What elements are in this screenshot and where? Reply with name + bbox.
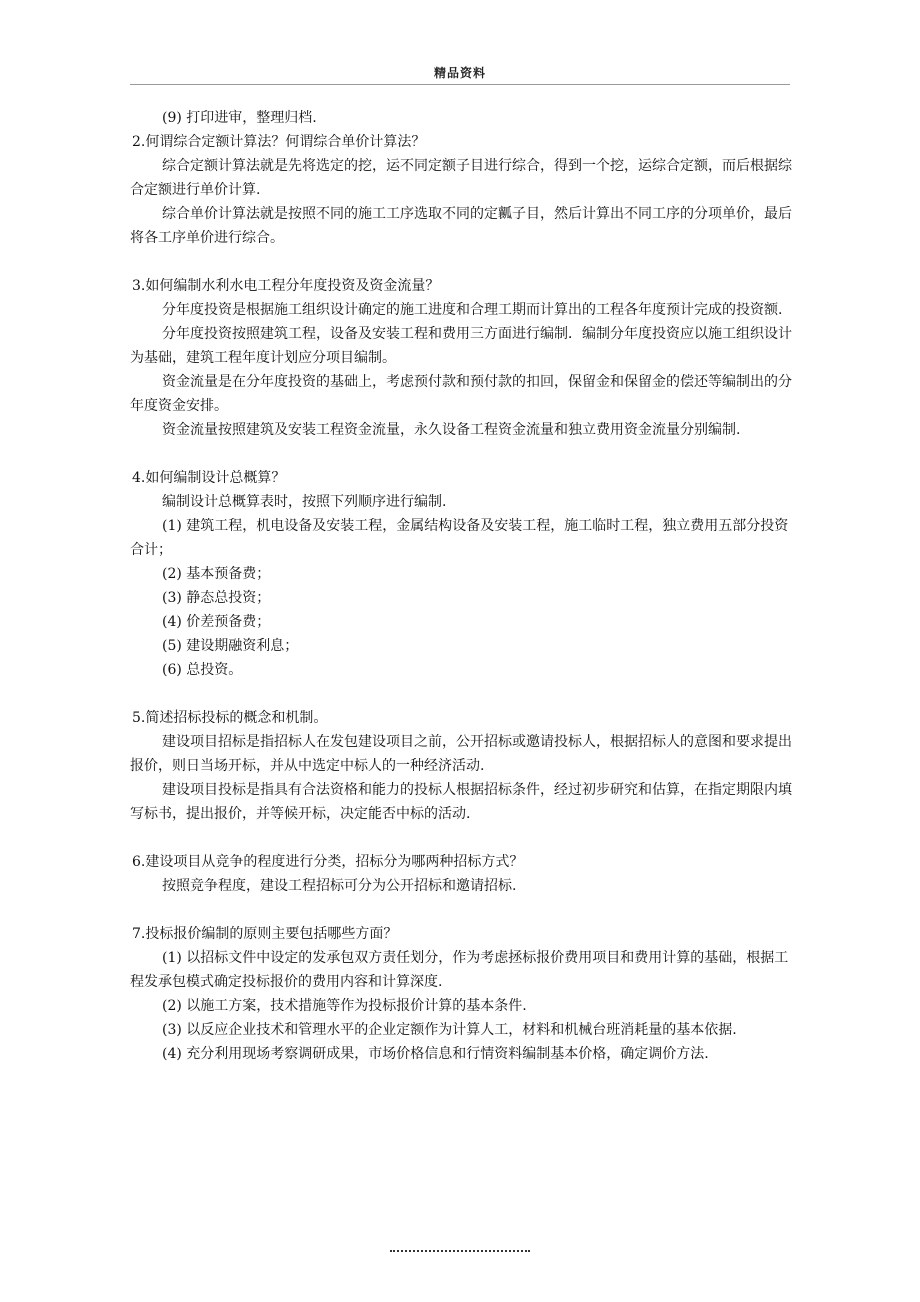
- paragraph-gap: [130, 826, 792, 850]
- paragraph: 编制设计总概算表时，按照下列顺序进行编制.: [162, 494, 447, 510]
- paragraph: 建设项目招标是指招标人在发包建设项目之前，公开招标或邀请投标人，根据招标人的意图和要求提出报价，则日当场开标，并从中选定中标人的一种经济活动.: [130, 734, 792, 774]
- paragraph: 综合定额计算法就是先将选定的挖，运不同定额子目进行综合，得到一个挖，运综合定额，而后根据综合定额进行单价计算.: [130, 158, 792, 198]
- paragraph: 按照竞争程度，建设工程招标可分为公开招标和邀请招标.: [162, 878, 517, 894]
- paragraph: 分年度投资是根据施工组织设计确定的施工进度和合理工期而计算出的工程各年度预计完成的投资额.: [162, 302, 783, 318]
- header-divider: [130, 84, 790, 85]
- page-header: 精品资料: [433, 66, 486, 80]
- list-item: (5) 建设期融资利息；: [162, 638, 299, 654]
- paragraph: 资金流量按照建筑及安装工程资金流量，永久设备工程资金流量和独立费用资金流量分别编制.: [162, 422, 741, 438]
- list-item: (3) 以反应企业技术和管理水平的企业定额作为计算人工，材料和机械台班消耗量的基本依据.: [162, 1022, 737, 1038]
- question-heading: 7.投标报价编制的原则主要包括哪些方面？: [132, 926, 398, 942]
- paragraph-gap: [130, 898, 792, 922]
- paragraph: (9) 打印进审，整理归档.: [162, 110, 317, 126]
- paragraph-gap: [130, 250, 792, 274]
- paragraph: 建设项目投标是指具有合法资格和能力的投标人根据招标条件，经过初步研究和估算，在指定期限内填写标书，提出报价，并等候开标，决定能否中标的活动.: [130, 782, 792, 822]
- list-item: (6) 总投资。: [162, 662, 243, 678]
- list-item: (4) 充分利用现场考察调研成果，市场价格信息和行情资料编制基本价格，确定调价方法.: [162, 1046, 709, 1062]
- paragraph: 分年度投资按照建筑工程，设备及安装工程和费用三方面进行编制．编制分年度投资应以施工组织设计为基础，建筑工程年度计划应分项目编制。: [130, 326, 792, 366]
- question-heading: 6.建设项目从竞争的程度进行分类，招标分为哪两种招标方式？: [132, 854, 524, 870]
- document-body: [130, 106, 792, 1066]
- list-item: (3) 静态总投资；: [162, 590, 271, 606]
- footer-dotted-rule: [390, 1240, 530, 1252]
- list-item: (1) 建筑工程，机电设备及安装工程，金属结构设备及安装工程，施工临时工程，独立费用五部分投资合计；: [130, 518, 789, 558]
- question-heading: 3.如何编制水利水电工程分年度投资及资金流量？: [132, 278, 440, 294]
- list-item: (4) 价差预备费；: [162, 614, 271, 630]
- list-item: (1) 以招标文件中设定的发承包双方责任划分，作为考虑拯标报价费用项目和费用计算的基础，根据工程发承包模式确定投标报价的费用内容和计算深度.: [130, 950, 789, 990]
- question-heading: 4.如何编制设计总概算？: [132, 470, 286, 486]
- paragraph-gap: [130, 442, 792, 466]
- paragraph: 综合单价计算法就是按照不同的施工工序选取不同的定瓤子目，然后计算出不同工序的分项单价，最后将各工序单价进行综合。: [130, 206, 792, 246]
- paragraph: 资金流量是在分年度投资的基础上，考虑预付款和预付款的扣回，保留金和保留金的偿还等编制出的分年度资金安排。: [130, 374, 792, 414]
- question-heading: 2.何谓综合定额计算法？何谓综合单价计算法？: [132, 134, 426, 150]
- paragraph-gap: [130, 682, 792, 706]
- list-item: (2) 基本预备费；: [162, 566, 271, 582]
- list-item: (2) 以施工方案，技术措施等作为投标报价计算的基本条件.: [162, 998, 527, 1014]
- question-heading: 5.简述招标投标的概念和机制。: [132, 710, 328, 726]
